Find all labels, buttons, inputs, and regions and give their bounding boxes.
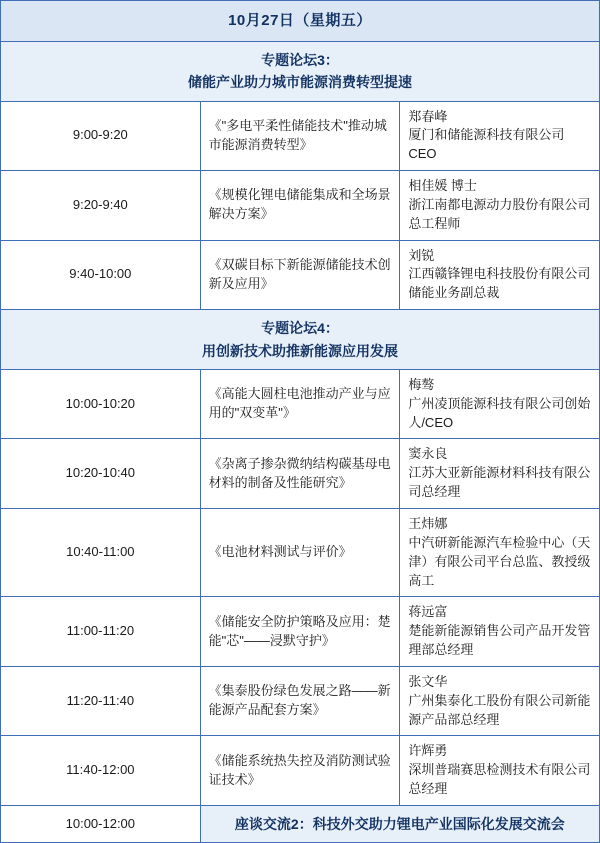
session-topic: 《储能系统热失控及消防测试验证技术》 [200, 736, 400, 806]
speaker-organization: 广州凌顶能源科技有限公司创始人/CEO [408, 395, 591, 430]
session-time: 11:00-11:20 [1, 597, 201, 667]
session-time: 11:20-11:40 [1, 666, 201, 736]
speaker-name: 蒋远富 [408, 604, 448, 620]
session-speaker [400, 439, 600, 509]
session-speaker [400, 101, 600, 171]
session-speaker [400, 666, 600, 736]
speaker-organization: 江苏大亚新能源材料科技有限公司总经理 [408, 465, 591, 500]
schedule-body [1, 1, 600, 843]
forum-section-title [1, 310, 600, 370]
session-topic: 《储能安全防护策略及应用：楚能"芯"——浸默守护》 [200, 597, 400, 667]
session-speaker [400, 240, 600, 310]
speaker-name: 窦永良 [408, 446, 448, 462]
speaker-name: 梅骜 [408, 376, 435, 392]
roundtable-title [200, 805, 599, 842]
speaker-organization: 浙江南都电源动力股份有限公司总工程师 [408, 196, 591, 231]
table-row [1, 439, 600, 509]
speaker-name: 王炜娜 [408, 515, 448, 531]
table-row [1, 171, 600, 241]
session-speaker [400, 508, 600, 596]
session-time: 10:00-10:20 [1, 369, 201, 439]
speaker-name: 刘锐 [408, 247, 435, 263]
session-time: 9:20-9:40 [1, 171, 201, 241]
forum-section-line2: 用创新技术助推新能源应用发展 [202, 342, 398, 359]
roundtable-section-row [1, 805, 600, 842]
speaker-organization: 厦门和储能源科技有限公司CEO [408, 127, 565, 162]
session-topic: 《双碳目标下新能源储能技术创新及应用》 [200, 240, 400, 310]
table-row [1, 101, 600, 171]
date-header-row [1, 1, 600, 42]
speaker-organization: 中汽研新能源汽车检验中心（天津）有限公司平台总监、教授级高工 [408, 534, 591, 588]
session-speaker [400, 171, 600, 241]
speaker-name: 许辉勇 [408, 743, 448, 759]
session-topic: 《"多电平柔性储能技术"推动城市能源消费转型》 [200, 101, 400, 171]
table-row [1, 597, 600, 667]
forum-section-line1: 专题论坛4： [261, 320, 339, 337]
forum-section-row [1, 310, 600, 370]
session-time: 11:40-12:00 [1, 736, 201, 806]
session-time: 9:40-10:00 [1, 240, 201, 310]
session-topic: 《杂离子掺杂微纳结构碳基母电材料的制备及性能研究》 [200, 439, 400, 509]
session-time: 10:40-11:00 [1, 508, 201, 596]
session-topic: 《电池材料测试与评价》 [200, 508, 400, 596]
roundtable-line2: 科技外交助力锂电产业国际化发展交流会 [312, 815, 565, 832]
speaker-organization: 江西赣锋锂电科技股份有限公司储能业务副总裁 [408, 266, 591, 301]
forum-section-title [1, 41, 600, 101]
session-speaker [400, 597, 600, 667]
date-header: 10月27日（星期五） [1, 1, 600, 42]
speaker-name: 相佳媛 博士 [408, 178, 477, 194]
table-row [1, 736, 600, 806]
session-topic: 《集泰股份绿色发展之路——新能源产品配套方案》 [200, 666, 400, 736]
table-row [1, 369, 600, 439]
speaker-organization: 楚能新能源销售公司产品开发管理部总经理 [408, 623, 591, 658]
session-topic: 《规模化锂电储能集成和全场景解决方案》 [200, 171, 400, 241]
session-speaker [400, 369, 600, 439]
table-row [1, 508, 600, 596]
speaker-organization: 广州集泰化工股份有限公司新能源产品部总经理 [408, 692, 591, 727]
table-row [1, 240, 600, 310]
table-row [1, 666, 600, 736]
session-time: 10:20-10:40 [1, 439, 201, 509]
roundtable-line1: 座谈交流2： [234, 815, 313, 832]
session-time: 10:00-12:00 [1, 805, 201, 842]
forum-section-row [1, 41, 600, 101]
speaker-name: 张文华 [408, 673, 448, 689]
speaker-organization: 深圳普瑞赛思检测技术有限公司总经理 [408, 762, 591, 797]
session-speaker [400, 736, 600, 806]
forum-section-line2: 储能产业助力城市能源消费转型提速 [188, 74, 412, 91]
speaker-name: 郑春峰 [408, 108, 448, 124]
forum-section-line1: 专题论坛3： [261, 51, 339, 68]
session-topic: 《高能大圆柱电池推动产业与应用的"双变革"》 [200, 369, 400, 439]
session-time: 9:00-9:20 [1, 101, 201, 171]
